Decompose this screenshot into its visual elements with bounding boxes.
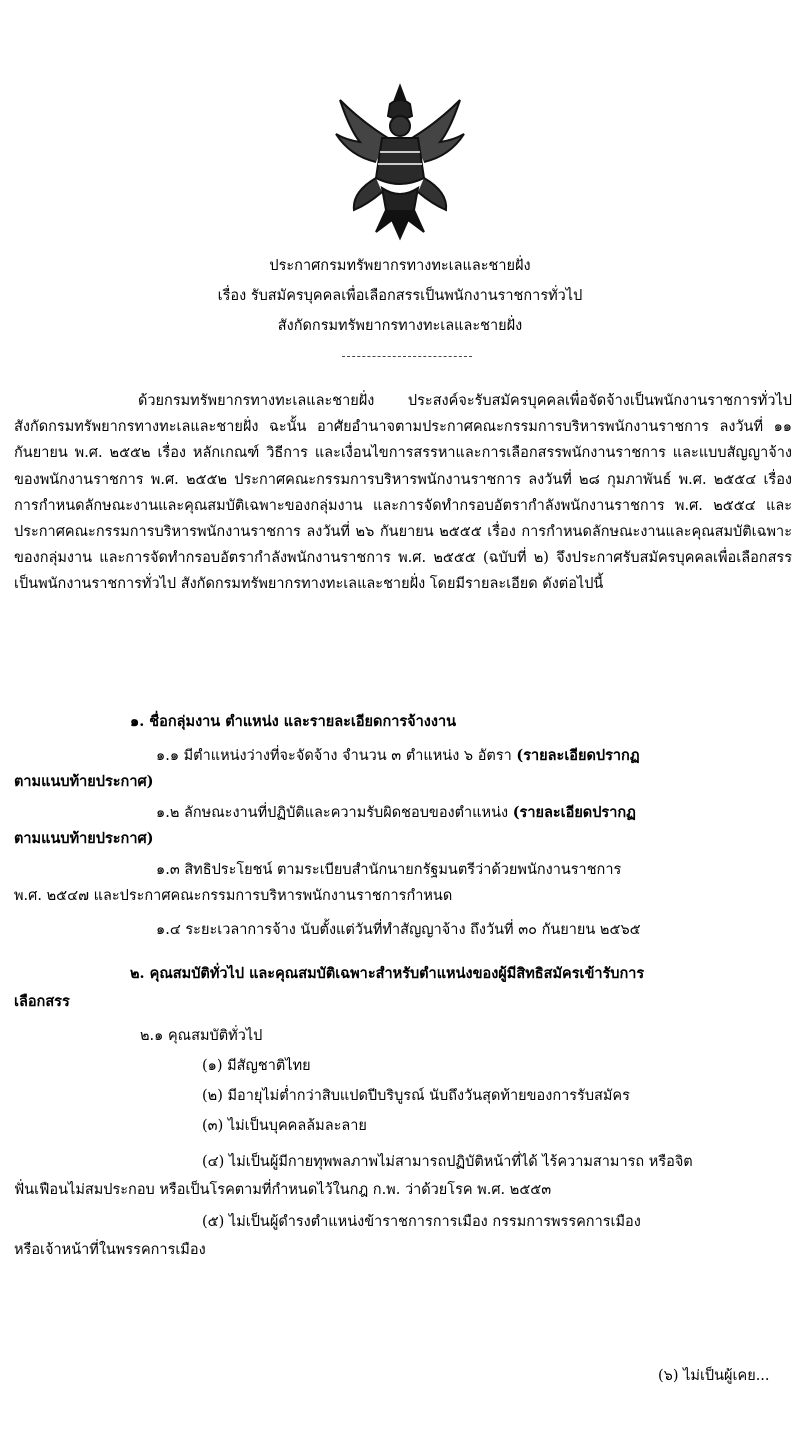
header-line-2: เรื่อง รับสมัครบุคคลเพื่อเลือกสรรเป็นพนักงานราชการทั่วไป — [217, 288, 583, 304]
header-line-1: ประกาศกรมทรัพยากรทางทะเลและชายฝั่ง — [269, 258, 531, 274]
item-1-1-ref-cont: ตามแนบท้ายประกาศ) — [14, 773, 154, 790]
item-1-4: ๑.๔ ระยะเวลาการจ้าง นับตั้งแต่วันที่ทำสัญญาจ้าง ถึงวันที่ ๓๐ กันยายน ๒๕๖๕ — [156, 922, 641, 938]
header-separator — [342, 356, 472, 357]
qualification-5-cont: หรือเจ้าหน้าที่ในพรรคการเมือง — [14, 1242, 206, 1258]
intro-paragraph: ด้วยกรมทรัพยากรทางทะเลและชายฝั่ง ประสงค์จะรับสมัครบุคคลเพื่อจัดจ้างเป็นพนักงานราชการทั่วไป สังกัดกรมทรัพยากรทางทะเลและชายฝั่ง ฉะนั้น อาศัยอำนาจตามประกาศคณะกรรมการบริหารพนักงานราชการ ลงวันที่ ๑๑ กันยายน พ.ศ. ๒๕๕๒ เรื่อง หลักเกณฑ์ วิธีการ และเงื่อนไขการสรรหาและการเลือกสรรพนักงานราชการ และแบบสัญญาจ้างของพนักงานราชการ พ.ศ. ๒๕๕๒ ประกาศคณะกรรมการบริหารพนักงานราชการ ลงวันที่ ๒๘ กุมภาพันธ์ พ.ศ. ๒๕๕๔ เรื่อง การกำหนดลักษณะงานและคุณสมบัติเฉพาะของกลุ่มงาน และการจัดทำกรอบอัตรากำลังพนักงานราชการ พ.ศ. ๒๕๕๔ และประกาศคณะกรรมการบริหารพนักงานราชการ ลงวันที่ ๒๖ กันยายน ๒๕๕๕ เรื่อง การกำหนดลักษณะงานและคุณสมบัติเฉพาะของกลุ่มงาน และการจัดทำกรอบอัตรากำลังพนักงานราชการ พ.ศ. ๒๕๕๕ (ฉบับที่ ๒) จึงประกาศรับสมัครบุคคลเพื่อเลือกสรรเป็นพนักงานราชการทั่วไป สังกัดกรมทรัพยากรทางทะเลและชายฝั่ง โดยมีรายละเอียด ดังต่อไปนี้ — [14, 393, 792, 593]
section-2-heading: ๒. คุณสมบัติทั่วไป และคุณสมบัติเฉพาะสำหรับตำแหน่งของผู้มีสิทธิสมัครเข้ารับการ — [130, 965, 645, 982]
item-1-1-text: ๑.๑ มีตำแหน่งว่างที่จะจัดจ้าง จำนวน ๓ ตำแหน่ง ๖ อัตรา — [156, 748, 517, 764]
item-1-3-cont: พ.ศ. ๒๕๔๗ และประกาศคณะกรรมการบริหารพนักงานราชการกำหนด — [14, 888, 453, 904]
section-1-heading: ๑. ชื่อกลุ่มงาน ตำแหน่ง และรายละเอียดการจ้างงาน — [130, 713, 457, 730]
qualification-4: (๔) ไม่เป็นผู้มีกายทุพพลภาพไม่สามารถปฏิบัติหน้าที่ได้ ไร้ความสามารถ หรือจิต — [202, 1154, 693, 1170]
subsection-2-1: ๒.๑ คุณสมบัติทั่วไป — [140, 1028, 263, 1044]
header-line-3: สังกัดกรมทรัพยากรทางทะเลและชายฝั่ง — [277, 318, 523, 334]
qualification-4-cont: ฟั่นเฟือนไม่สมประกอบ หรือเป็นโรคตามที่กำหนดไว้ในกฎ ก.พ. ว่าด้วยโรค พ.ศ. ๒๕๕๓ — [14, 1182, 552, 1198]
qualification-3: (๓) ไม่เป็นบุคคลล้มละลาย — [202, 1118, 367, 1134]
item-1-1-ref: (รายละเอียดปรากฏ — [516, 747, 640, 764]
item-1-2-text: ๑.๒ ลักษณะงานที่ปฏิบัติและความรับผิดชอบของตำแหน่ง — [156, 805, 513, 821]
item-1-2-ref-cont: ตามแนบท้ายประกาศ) — [14, 830, 154, 847]
garuda-emblem-icon — [332, 82, 468, 242]
qualification-5: (๕) ไม่เป็นผู้ดำรงตำแหน่งข้าราชการการเมือง กรรมการพรรคการเมือง — [202, 1214, 641, 1230]
item-1-3: ๑.๓ สิทธิประโยชน์ ตามระเบียบสำนักนายกรัฐมนตรีว่าด้วยพนักงานราชการ — [156, 862, 622, 878]
item-1-1 — [156, 746, 640, 766]
qualification-2: (๒) มีอายุไม่ต่ำกว่าสิบแปดปีบริบูรณ์ นับถึงวันสุดท้ายของการรับสมัคร — [202, 1088, 630, 1104]
item-1-2 — [156, 803, 636, 823]
qualification-1: (๑) มีสัญชาติไทย — [202, 1058, 311, 1074]
continued-footer: (๖) ไม่เป็นผู้เคย... — [658, 1368, 770, 1384]
item-1-2-ref: (รายละเอียดปรากฏ — [512, 804, 636, 821]
section-2-heading-cont: เลือกสรร — [14, 993, 70, 1010]
